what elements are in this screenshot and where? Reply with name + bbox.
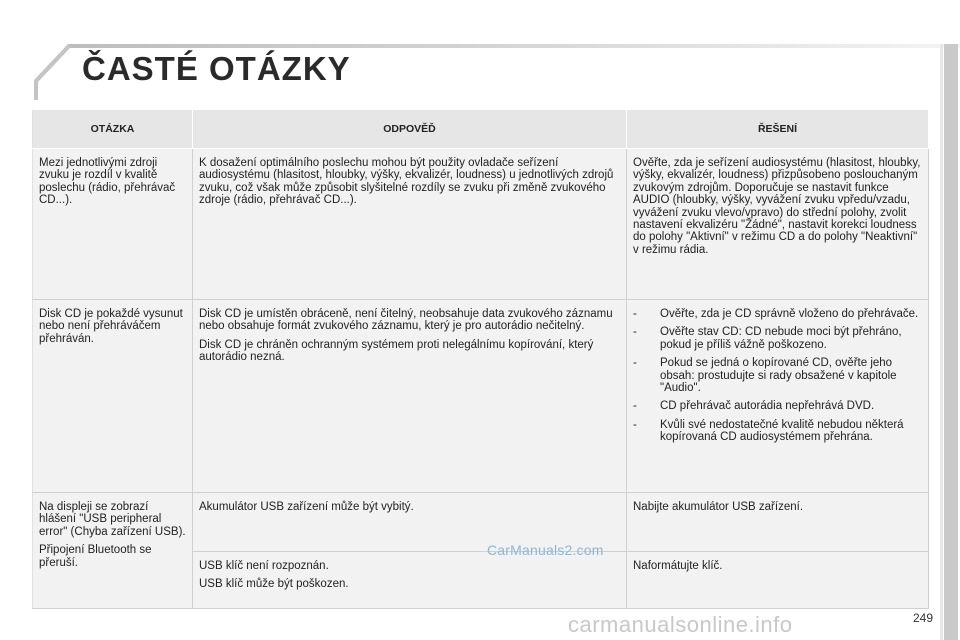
table-header-row (33, 110, 929, 149)
solution-cell (627, 300, 929, 493)
list-item (633, 357, 922, 394)
question-cell (33, 149, 193, 300)
answer-text: Akumulátor USB zařízení může být vybitý. (199, 501, 414, 513)
solution-text: Nabijte akumulátor USB zařízení. (633, 501, 804, 513)
answer-text: K dosažení optimálního poslechu mohou být použity ovladače seřízení audiosystému (hlasitost, hloubky, výšky, ekvalizér, loudness) u jednotlivých zdrojů zvuku, což však může způsobit slyšitelné rozdíly se zvuku při změně zvukového zdroje (rádio, přehrávač CD...). (199, 157, 614, 207)
answer-cell (193, 552, 627, 609)
faq-table (32, 109, 929, 609)
page-edge-stripe (940, 44, 943, 640)
page-title: ČASTÉ OTÁZKY (82, 50, 351, 87)
solution-item-text: CD přehrávač autorádia nepřehrává DVD. (660, 400, 875, 413)
question-cell (33, 493, 193, 609)
solution-item-text: Ověřte, zda je CD správně vloženo do přehrávače. (660, 308, 919, 320)
list-item (633, 400, 922, 412)
question-text: Na displeji se zobrazí hlášení "USB peripheral error" (Chyba zařízení USB). (39, 501, 186, 538)
answer-text: Disk CD je umístěn obráceně, není čitelný, neobsahuje data zvukového záznamu nebo obsahuje formát zvukového záznamu, který je pro autorádio nečitelný. (199, 308, 613, 333)
question-cell (33, 300, 193, 493)
column-header-solution: ŘEŠENÍ (627, 110, 929, 149)
solution-item-text: Kvůli své nedostatečné kvalitě nebudou některá kopírovaná CD audiosystémem přehrána. (660, 418, 904, 444)
dash-bullet: - (633, 418, 637, 431)
solution-cell (627, 552, 929, 609)
question-text: Připojení Bluetooth se přeruší. (39, 544, 152, 569)
table-row (33, 493, 929, 552)
dash-bullet: - (633, 357, 637, 370)
footer-site-text: carmanualsonline.info (568, 612, 793, 637)
answer-text: Disk CD je chráněn ochranným systémem proti nelegálnímu kopírování, který autorádio nezná. (199, 338, 594, 364)
table-row (33, 149, 929, 300)
list-item (633, 419, 922, 444)
solution-item-text: Ověřte stav CD: CD nebude moci být přehráno, pokud je příliš vážně poškozeno. (660, 326, 902, 351)
column-header-answer: ODPOVĚĎ (193, 110, 627, 149)
answer-cell (193, 149, 627, 300)
solution-text: Naformátujte klíč. (633, 560, 723, 572)
question-text: Disk CD je pokaždé vysunut nebo není přehráváčem přehráván. (39, 308, 183, 345)
solution-cell (627, 493, 929, 552)
page-number: 249 (913, 611, 934, 625)
list-item (633, 326, 922, 351)
answer-cell (193, 300, 627, 493)
solution-cell (627, 149, 929, 300)
solution-list (633, 308, 922, 444)
answer-text: USB klíč může být poškozen. (199, 578, 349, 591)
page-edge-rail (944, 44, 958, 640)
solution-text: Ověřte, zda je seřízení audiosystému (hlasitost, hloubky, výšky, ekvalizér, loudness) přizpůsobeno poslouchaným zvukovým zdrojům. Doporučuje se nastavit funkce AUDIO (hloubky, výšky, vyvážení zvuku vpředu/vzadu, vyvážení zvuku vlevo/vpravo) do střední polohy, zvolit nastavení ekvalizéru "Žádné", nastavit korekci loudness do polohy "Aktivní" v režimu CD a do polohy "Neaktivní" v režimu rádia. (633, 157, 921, 256)
list-item (633, 308, 922, 320)
dash-bullet: - (633, 308, 637, 320)
answer-text: USB klíč není rozpoznán. (199, 560, 329, 572)
table-row (33, 300, 929, 493)
question-text: Mezi jednotlivými zdroji zvuku je rozdíl v kvalitě poslechu (rádio, přehrávač CD...). (39, 157, 176, 207)
column-header-question: OTÁZKA (33, 110, 193, 149)
dash-bullet: - (633, 400, 637, 413)
watermark: CarManuals2.com (487, 542, 604, 558)
dash-bullet: - (633, 326, 637, 339)
solution-item-text: Pokud se jedná o kopírované CD, ověřte jeho obsah: prostudujte si rady obsažené v kapitole "Audio". (660, 357, 897, 395)
